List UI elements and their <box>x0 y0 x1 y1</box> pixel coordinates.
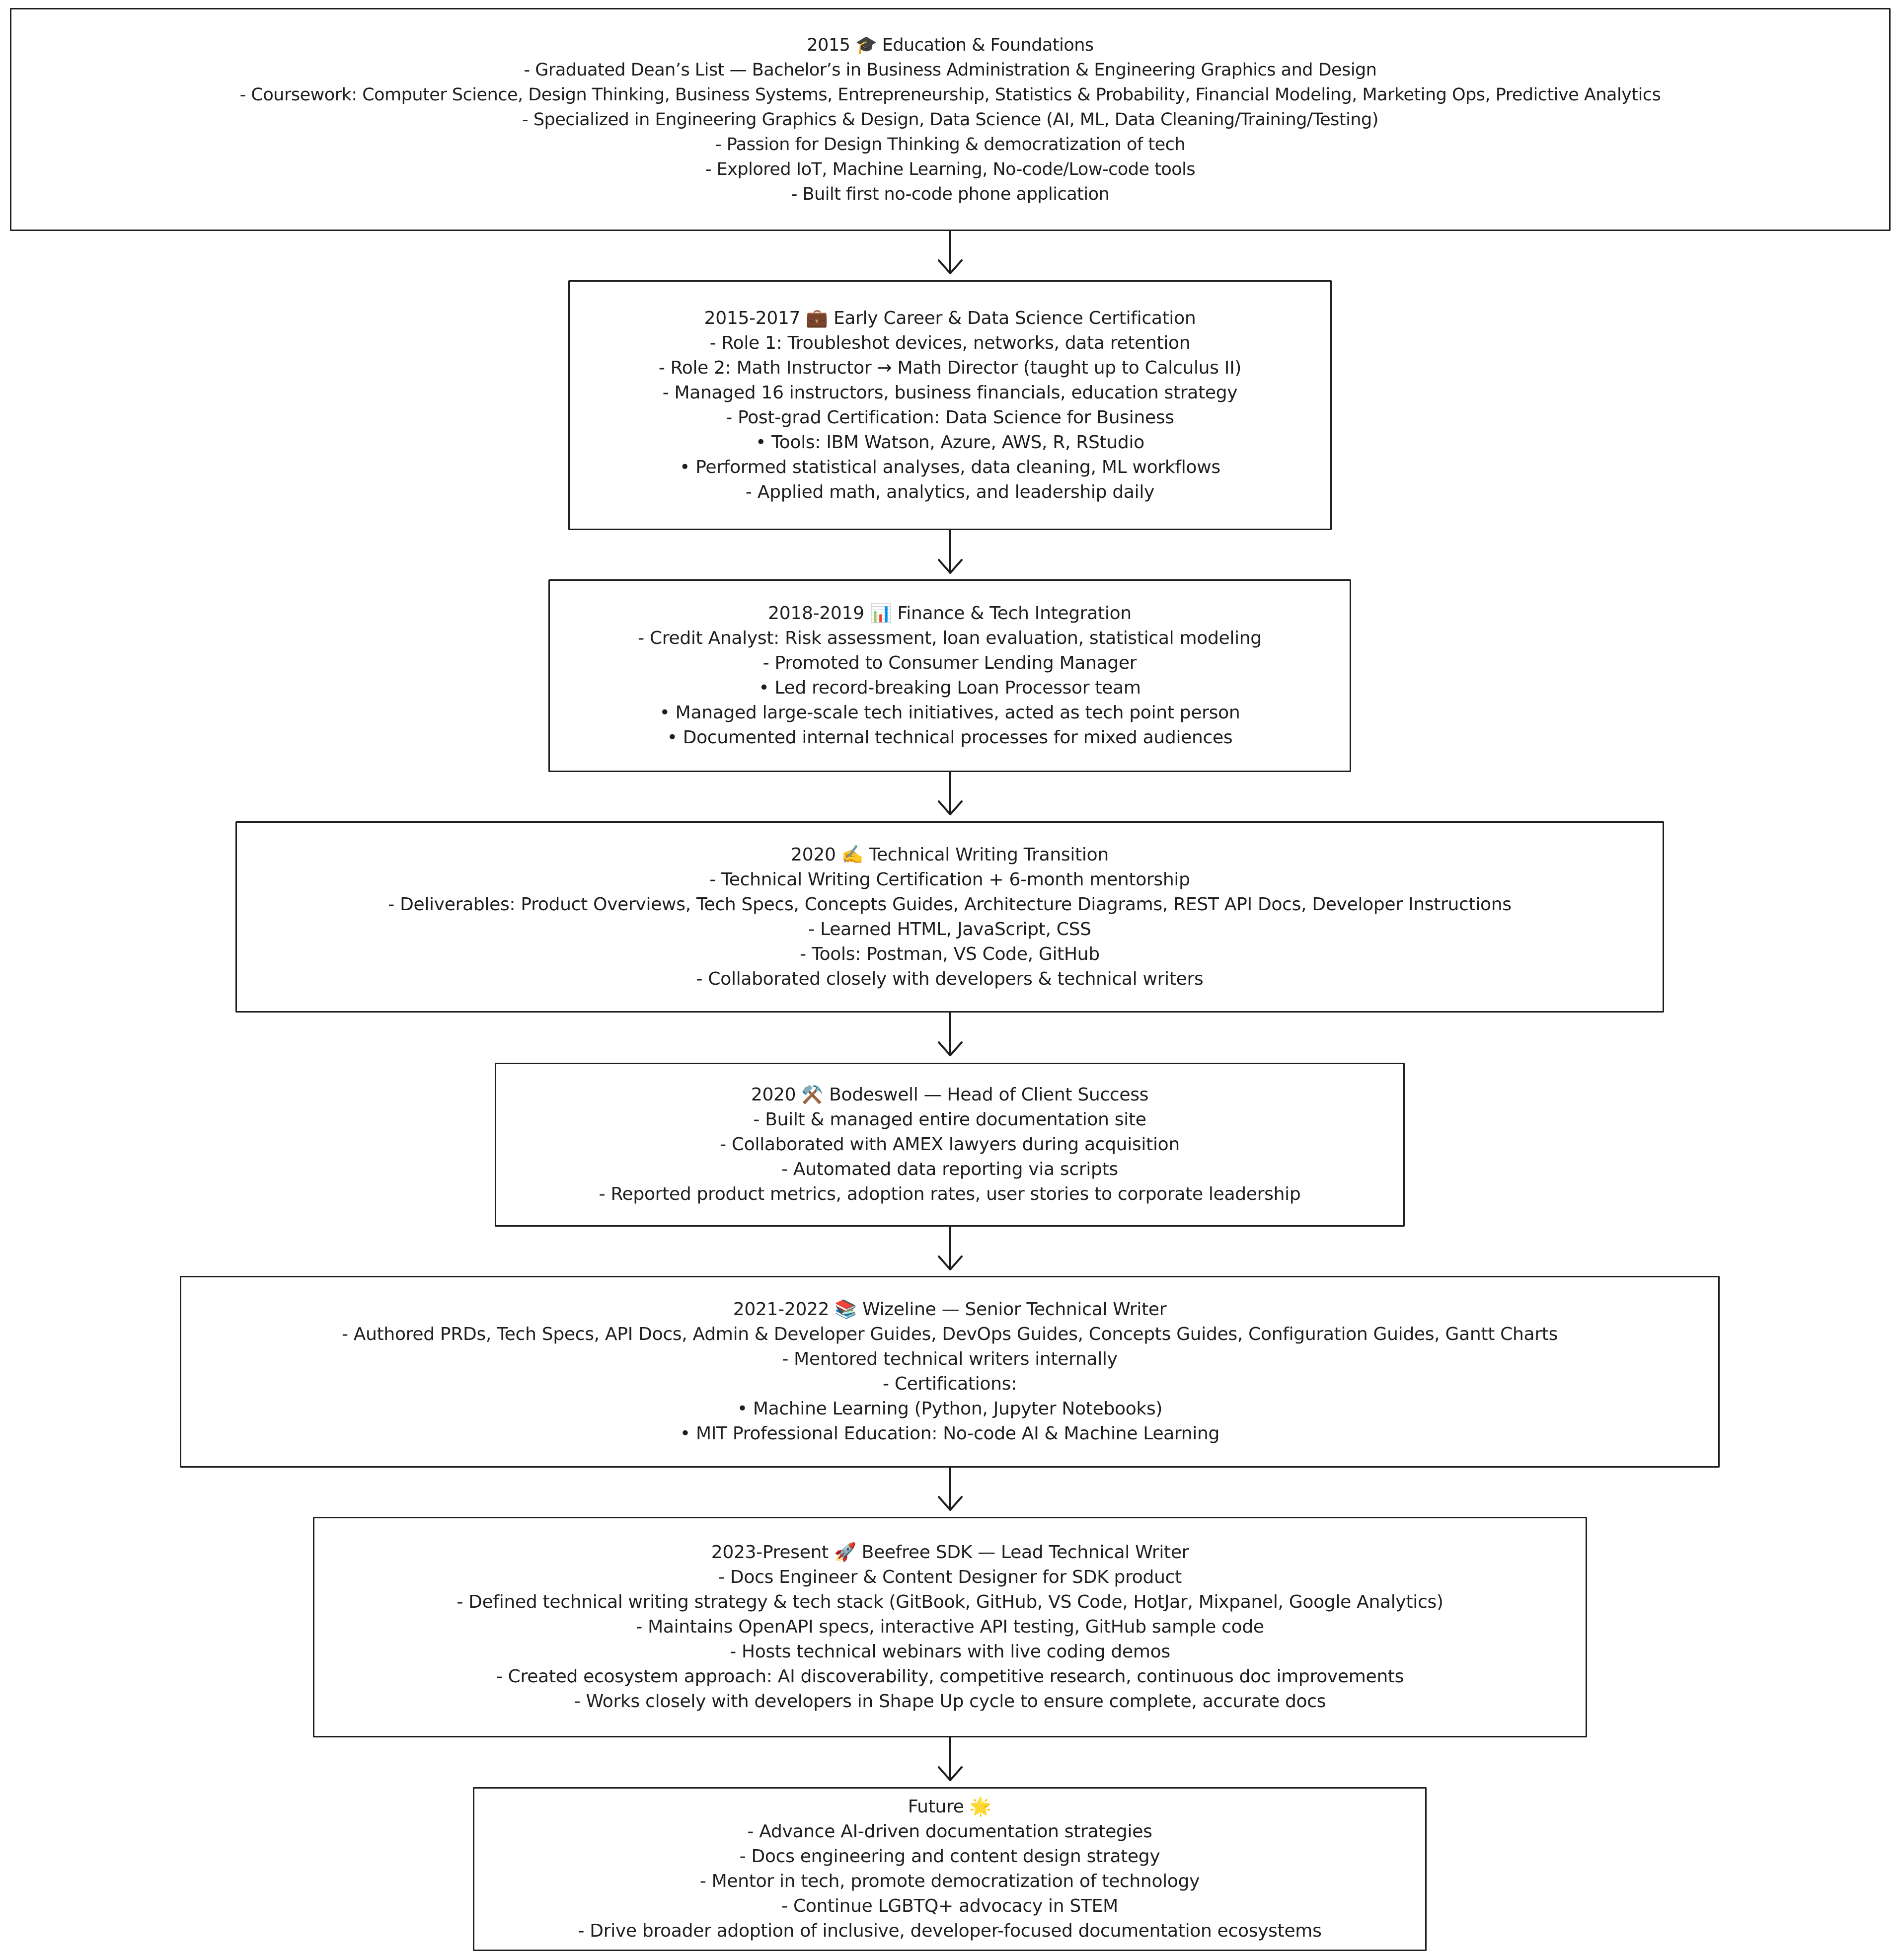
node-wizeline[interactable] <box>180 1276 1720 1468</box>
node-line: - Post-grad Certification: Data Science for Business <box>726 407 1174 428</box>
node-line: - Docs Engineer & Content Designer for SDK product <box>718 1567 1182 1587</box>
node-line: - Works closely with developers in Shape Up cycle to ensure complete, accurate docs <box>574 1691 1326 1712</box>
node-line: - Drive broader adoption of inclusive, developer-focused documentation ecosystems <box>578 1921 1322 1941</box>
node-early-career[interactable] <box>568 280 1332 530</box>
node-line: • Machine Learning (Python, Jupyter Notebooks) <box>737 1399 1163 1419</box>
node-line: • Managed large-scale tech initiatives, acted as tech point person <box>659 703 1240 723</box>
node-line: - Reported product metrics, adoption rates, user stories to corporate leadership <box>599 1184 1301 1204</box>
node-line: - Certifications: <box>883 1374 1017 1394</box>
edge-arrow <box>939 1737 962 1780</box>
node-title: 2021-2022 📚 Wizeline — Senior Technical Writer <box>733 1299 1167 1320</box>
node-line: - Docs engineering and content design strategy <box>739 1846 1160 1867</box>
node-beefree-sdk[interactable] <box>313 1517 1587 1737</box>
edge-arrow <box>939 1227 962 1269</box>
node-line: - Graduated Dean’s List — Bachelor’s in Business Administration & Engineering Graphics and Design <box>524 60 1377 80</box>
node-line: - Promoted to Consumer Lending Manager <box>762 653 1137 673</box>
node-line: - Built & managed entire documentation site <box>753 1109 1146 1130</box>
node-line: - Passion for Design Thinking & democratization of tech <box>715 134 1186 155</box>
node-line: - Learned HTML, JavaScript, CSS <box>808 919 1091 940</box>
node-technical-writing-transition[interactable] <box>235 821 1664 1013</box>
node-title: Future 🌟 <box>908 1797 992 1817</box>
node-title: 2015-2017 💼 Early Career & Data Science Certification <box>704 308 1196 328</box>
node-line: - Role 1: Troubleshot devices, networks, data retention <box>709 332 1191 353</box>
node-line: - Mentored technical writers internally <box>782 1349 1118 1369</box>
node-title: 2020 ✍️ Technical Writing Transition <box>791 844 1109 865</box>
node-line: - Mentor in tech, promote democratization of technology <box>699 1871 1200 1891</box>
node-line: • Led record-breaking Loan Processor team <box>759 678 1141 698</box>
edge-arrow <box>939 1013 962 1055</box>
edge-arrow <box>939 231 962 273</box>
node-bodeswell[interactable] <box>495 1063 1405 1227</box>
node-line: - Maintains OpenAPI specs, interactive API testing, GitHub sample code <box>636 1617 1264 1637</box>
node-line: • Documented internal technical processes for mixed audiences <box>667 727 1233 748</box>
node-line: • MIT Professional Education: No-code AI & Machine Learning <box>680 1423 1220 1444</box>
node-line: - Role 2: Math Instructor → Math Director (taught up to Calculus II) <box>658 357 1242 378</box>
node-title: 2015 🎓 Education & Foundations <box>807 35 1094 55</box>
node-title: 2020 ⚒️ Bodeswell — Head of Client Success <box>751 1085 1149 1105</box>
edge-arrow <box>939 772 962 814</box>
edge-arrow <box>939 1468 962 1510</box>
node-title: 2018-2019 📊 Finance & Tech Integration <box>768 603 1132 624</box>
node-title: 2023-Present 🚀 Beefree SDK — Lead Technical Writer <box>711 1542 1189 1563</box>
node-line: - Specialized in Engineering Graphics & Design, Data Science (AI, ML, Data Cleaning/Training/Testing) <box>522 109 1378 130</box>
node-line: - Credit Analyst: Risk assessment, loan evaluation, statistical modeling <box>638 628 1262 648</box>
node-line: - Coursework: Computer Science, Design Thinking, Business Systems, Entrepreneurship, Statistics & Probability, Financial Modeling, Marketing Ops, Predictive Analytics <box>239 84 1661 105</box>
node-line: - Created ecosystem approach: AI discoverability, competitive research, continuous doc improvements <box>496 1666 1404 1687</box>
node-line: - Tools: Postman, VS Code, GitHub <box>800 943 1100 964</box>
node-line: - Authored PRDs, Tech Specs, API Docs, Admin & Developer Guides, DevOps Guides, Concepts Guides, Configuration Guides, Gantt Charts <box>341 1324 1558 1344</box>
node-line: - Continue LGBTQ+ advocacy in STEM <box>781 1896 1118 1916</box>
node-finance-tech[interactable] <box>548 579 1351 772</box>
node-line: • Tools: IBM Watson, Azure, AWS, R, RStudio <box>756 432 1144 453</box>
node-line: • Performed statistical analyses, data cleaning, ML workflows <box>680 457 1220 477</box>
node-line: - Deliverables: Product Overviews, Tech Specs, Concepts Guides, Architecture Diagrams, REST API Docs, Developer Instructions <box>388 894 1512 915</box>
node-line: - Managed 16 instructors, business financials, education strategy <box>662 382 1238 403</box>
node-future[interactable] <box>473 1787 1427 1951</box>
node-education-foundations[interactable] <box>10 8 1891 231</box>
node-line: - Explored IoT, Machine Learning, No-code/Low-code tools <box>705 159 1196 179</box>
node-line: - Hosts technical webinars with live coding demos <box>730 1642 1170 1662</box>
node-line: - Collaborated with AMEX lawyers during acquisition <box>720 1134 1180 1155</box>
node-line: - Built first no-code phone application <box>791 184 1110 204</box>
node-line: - Collaborated closely with developers & technical writers <box>696 968 1204 989</box>
node-line: - Defined technical writing strategy & tech stack (GitBook, GitHub, VS Code, HotJar, Mixpanel, Google Analytics) <box>456 1592 1443 1612</box>
node-line: - Technical Writing Certification + 6-month mentorship <box>709 869 1190 890</box>
node-line: - Advance AI-driven documentation strategies <box>747 1821 1152 1842</box>
node-line: - Applied math, analytics, and leadership daily <box>745 481 1155 502</box>
edge-arrow <box>939 530 962 573</box>
node-line: - Automated data reporting via scripts <box>781 1159 1118 1179</box>
